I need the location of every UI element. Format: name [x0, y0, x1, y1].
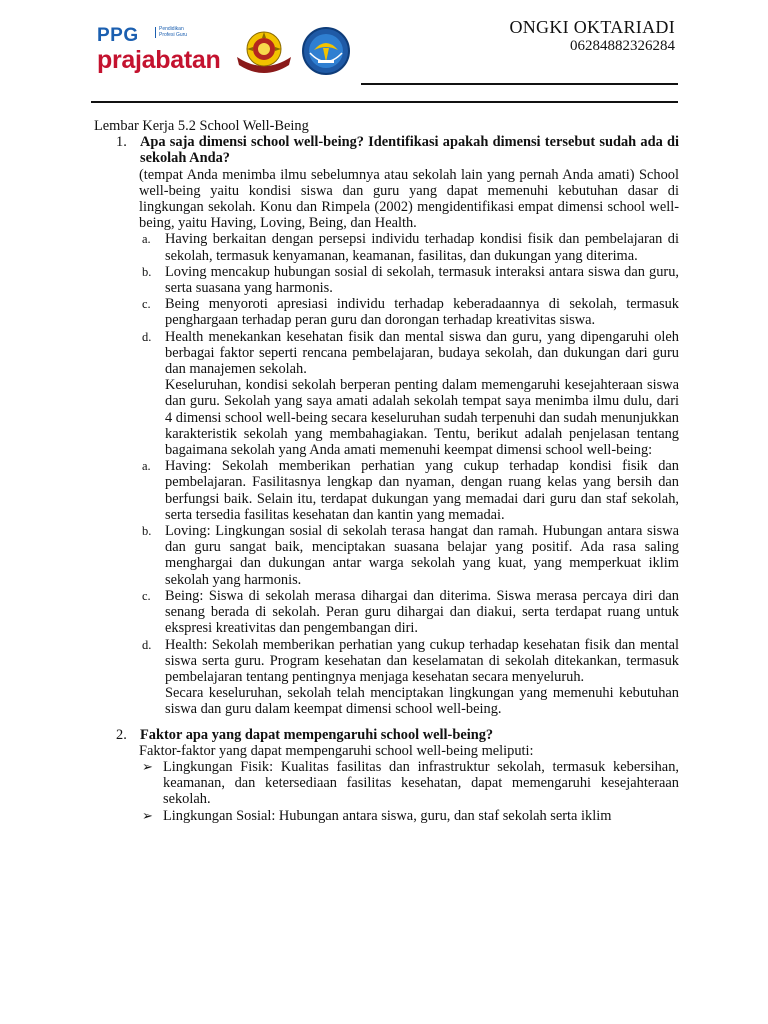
list-text: Health menekankan kesehatan fisik dan mental siswa dan guru, yang dipengaruhi oleh berbagai faktor seperti rencana pembelajaran, budaya sekolah, dan dukungan dari guru dan manajemen sekolah. [165, 328, 679, 378]
list-marker: c. [142, 588, 151, 603]
list-text: Being: Siswa di sekolah merasa dihargai dan diterima. Siswa merasa percaya diri dan senang berada di sekolah. Peran guru dihargai dan diakui, serta terdapat ruang untuk ekspresi kreativitas dan pengembangan diri. [165, 587, 679, 637]
list-item [139, 808, 679, 824]
list-text: Lingkungan Sosial: Hubungan antara siswa, guru, dan staf sekolah serta iklim [163, 807, 612, 824]
arrow-bullet-icon: ➢ [142, 807, 153, 823]
question-text: Apa saja dimensi school well-being? Identifikasi apakah dimensi tersebut sudah ada di sekolah Anda? [140, 134, 679, 167]
list-text: Loving mencakup hubungan sosial di sekolah, termasuk interaksi antara siswa dan guru, serta suasana yang harmonis. [165, 263, 679, 297]
ppg-prajabatan-logo [97, 25, 227, 85]
header-divider-short [361, 83, 678, 85]
summary-paragraph: Keseluruhan, kondisi sekolah berperan penting dalam memengaruhi kesejahteraan siswa dan guru. Sekolah yang saya amati adalah sekolah tempat saya menimba ilmu dulu, dari 4 dimensi school well-being secara keseluruhan sudah terpenuhi dan sudah menunjukkan karakteristik sekolah yang membahagiakan. Tentu, berikut adalah penjelasan tentang bagaimana sekolah yang Anda amati memenuhi keempat dimensi school well-being: [165, 377, 679, 459]
author-phone: 06284882326284 [570, 38, 675, 54]
list-text: Lingkungan Fisik: Kualitas fasilitas dan infrastruktur sekolah, termasuk kebersihan, keamanan, dan ketersediaan fasilitas kesehatan, dapat memengaruhi kesejahteraan sekolah. [163, 758, 679, 808]
university-emblem-icon [233, 27, 295, 77]
logo-prajabatan-text: prajabatan [97, 46, 221, 74]
list-item [139, 588, 679, 637]
author-name: ONGKI OKTARIADI [509, 17, 675, 37]
list-marker: a. [142, 459, 151, 474]
worksheet-title: Lembar Kerja 5.2 School Well-Being [94, 118, 309, 134]
list-marker: a. [142, 232, 151, 247]
list-item [139, 231, 679, 263]
list-text: Having berkaitan dengan persepsi individu terhadap kondisi fisik dan pembelajaran di sekolah, termasuk kenyamanan, keamanan, fasilitas, dan dukungan yang diterima. [165, 231, 679, 264]
list-item [139, 264, 679, 296]
logo-ppg-text: PPG [97, 25, 139, 46]
list-marker: b. [142, 264, 152, 279]
closing-paragraph: Secara keseluruhan, sekolah telah menciptakan lingkungan yang memenuhi kebutuhan siswa dan guru dalam keempat dimensi school well-being. [165, 685, 679, 718]
list-marker: d. [142, 329, 152, 344]
section-gap [94, 718, 679, 727]
header-divider-long [91, 101, 678, 103]
question-2 [94, 727, 679, 743]
list-item [139, 329, 679, 378]
question-number: 1. [116, 134, 127, 151]
list-marker: d. [142, 637, 152, 652]
answer-1 [139, 167, 679, 718]
question-number: 2. [116, 726, 127, 743]
question-text: Faktor apa yang dapat mempengaruhi school well-being? [140, 726, 494, 743]
list-marker: b. [142, 524, 152, 539]
document-body [94, 118, 679, 824]
list-item [139, 296, 679, 328]
arrow-bullet-icon: ➢ [142, 758, 153, 774]
list-text: Health: Sekolah memberikan perhatian yang cukup terhadap kesehatan fisik dan mental siswa serta guru. Program kesehatan dan keselamatan di sekolah ditekankan, termasuk pembelajaran tentang pentingnya menjaga kesehatan secara menyeluruh. [165, 636, 679, 685]
list-text: Having: Sekolah memberikan perhatian yang cukup terhadap kondisi fisik dan pembelajaran. Fasilitasnya lengkap dan nyaman, dengan ruang kelas yang bersih dan berfungsi baik. Selain itu, terdapat dukungan yang memadai dari guru dan staf sekolah, serta tersedia fasilitas kesehatan dan kantin yang memadai. [165, 458, 679, 523]
dimension-definitions-list [139, 231, 679, 377]
logo-small-text: Pendidikan Profesi Guru [155, 27, 199, 38]
list-item [139, 458, 679, 523]
school-observation-list [139, 458, 679, 685]
tut-wuri-handayani-icon [300, 26, 352, 76]
list-marker: c. [142, 297, 151, 312]
answer-intro: Faktor-faktor yang dapat mempengaruhi school well-being meliputi: [139, 742, 534, 759]
list-text: Being menyoroti apresiasi individu terhadap keberadaannya di sekolah, termasuk penghargaan terhadap peran guru dan dorongan terhadap kreativitas siswa. [165, 296, 679, 329]
factor-list [94, 759, 679, 824]
list-item [139, 523, 679, 588]
page-header [0, 0, 768, 110]
list-item [139, 759, 679, 808]
list-item [139, 637, 679, 686]
question-1 [94, 134, 679, 166]
answer-intro: (tempat Anda menimba ilmu sebelumnya atau sekolah lain yang pernah Anda amati) School well-being yaitu kondisi siswa dan guru yang dapat memenuhi kebutuhan dasar di lingkungan sekolah. Konu dan Rimpela (2002) mengidentifikasi empat dimensi school well-being, yaitu Having, Loving, Being, dan Health. [139, 166, 679, 232]
list-text: Loving: Lingkungan sosial di sekolah terasa hangat dan ramah. Hubungan antara siswa dan guru sangat baik, menciptakan suasana belajar yang positif. Ada rasa saling menghargai dan dukungan antar warga sekolah yang kuat, yang memperkuat iklim sekolah yang harmonis. [165, 523, 679, 588]
